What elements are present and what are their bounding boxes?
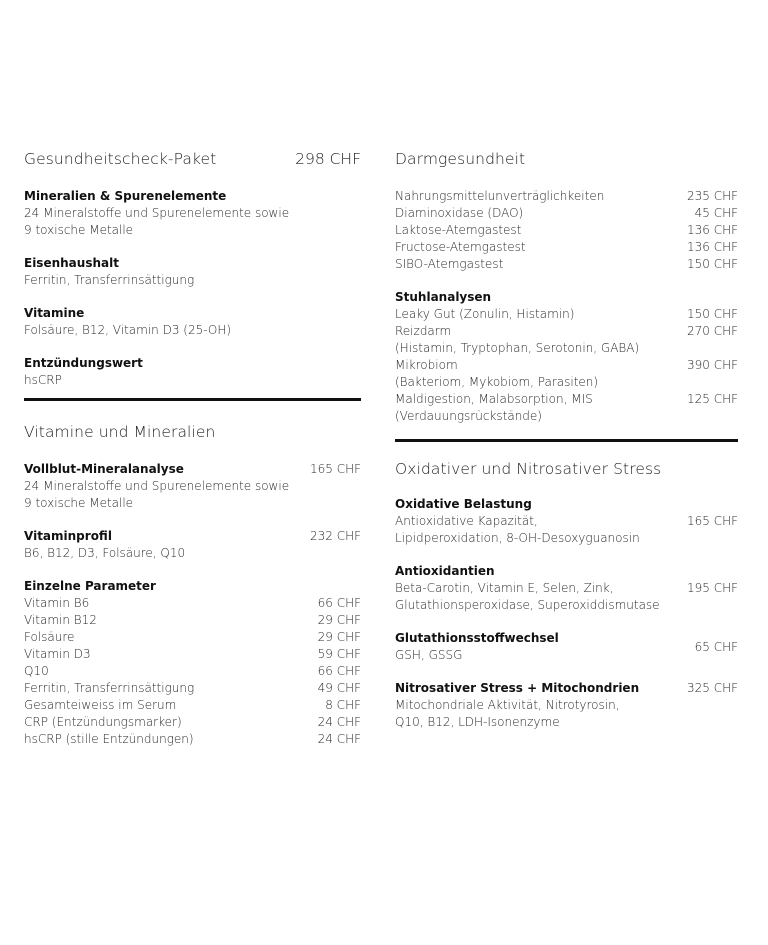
price: 24 CHF	[317, 715, 361, 729]
price: 136 CHF	[686, 223, 738, 237]
price-row	[24, 646, 361, 663]
block-mineralien	[24, 188, 361, 239]
section-title: Darmgesundheit	[395, 150, 526, 168]
block-vollblut	[24, 461, 361, 512]
price: 49 CHF	[317, 681, 361, 695]
block-line: Antioxidative Kapazität,	[395, 514, 538, 528]
price: 29 CHF	[317, 613, 361, 627]
price: 29 CHF	[317, 630, 361, 644]
block-heading: Oxidative Belastung	[395, 497, 532, 511]
item-name: Vitamin B6	[24, 596, 90, 610]
block-heading: Vitaminprofil	[24, 529, 112, 543]
price: 165 CHF	[686, 514, 738, 528]
price-row	[24, 697, 361, 714]
item-name: Nahrungsmittelunverträglichkeiten	[395, 189, 605, 203]
item-name: CRP (Entzündungsmarker)	[24, 715, 182, 729]
item-name: Reizdarm	[395, 324, 452, 338]
item-name: Vitamin B12	[24, 613, 97, 627]
section-title: Vitamine und Mineralien	[24, 423, 216, 441]
block-line: Q10, B12, LDH-Isonenzyme	[395, 715, 560, 729]
stuhl-item	[395, 306, 738, 323]
price: 65 CHF	[694, 639, 738, 654]
block-line: 9 toxische Metalle	[24, 223, 134, 237]
price-row	[24, 612, 361, 629]
block-heading: Einzelne Parameter	[24, 579, 156, 593]
price: 136 CHF	[686, 240, 738, 254]
item-name: Laktose-Atemgastest	[395, 223, 522, 237]
price: 150 CHF	[686, 257, 738, 271]
price: 66 CHF	[317, 596, 361, 610]
block-line: B6, B12, D3, Folsäure, Q10	[24, 546, 186, 560]
block-line: Folsäure, B12, Vitamin D3 (25-OH)	[24, 323, 232, 337]
block-line: 24 Mineralstoffe und Spurenelemente sowie	[24, 479, 290, 493]
price-row	[24, 629, 361, 646]
block-heading: Stuhlanalysen	[395, 290, 492, 304]
oxidativ-item	[395, 630, 738, 664]
section-divider	[395, 439, 738, 442]
item-name: Leaky Gut (Zonulin, Histamin)	[395, 307, 575, 321]
block-line: Mitochondriale Aktivität, Nitrotyrosin,	[395, 698, 620, 712]
block-heading: Nitrosativer Stress + Mitochondrien	[395, 681, 640, 695]
price: 150 CHF	[686, 307, 738, 321]
block-heading: Vitamine	[24, 306, 85, 320]
price: 125 CHF	[686, 392, 738, 406]
price: 59 CHF	[317, 647, 361, 661]
price: 235 CHF	[686, 189, 738, 203]
block-line: GSH, GSSG	[395, 648, 463, 662]
stuhl-item	[395, 391, 738, 425]
price-row	[395, 256, 738, 273]
block-line: Ferritin, Transferrinsättigung	[24, 273, 195, 287]
item-name: hsCRP (stille Entzündungen)	[24, 732, 194, 746]
block-einzelne-parameter	[24, 578, 361, 748]
block-line: Beta-Carotin, Vitamin E, Selen, Zink,	[395, 581, 614, 595]
block-darm-tests	[395, 188, 738, 273]
block-stuhlanalysen	[395, 289, 738, 425]
block-line: 24 Mineralstoffe und Spurenelemente sowie	[24, 206, 290, 220]
item-detail: (Bakteriom, Mykobiom, Parasiten)	[395, 375, 599, 389]
price-row	[395, 188, 738, 205]
left-column	[24, 150, 361, 748]
section-title: Gesundheitscheck-Paket	[24, 150, 217, 168]
price: 45 CHF	[694, 206, 738, 220]
item-name: Maldigestion, Malabsorption, MIS	[395, 392, 593, 406]
right-column	[395, 150, 738, 731]
block-heading: Mineralien & Spurenelemente	[24, 189, 227, 203]
oxidativ-header	[395, 460, 738, 478]
item-name: Fructose-Atemgastest	[395, 240, 526, 254]
price: 66 CHF	[317, 664, 361, 678]
block-line: 9 toxische Metalle	[24, 496, 134, 510]
oxidativ-item	[395, 680, 738, 731]
price-row	[395, 239, 738, 256]
section-divider	[24, 398, 361, 401]
price: 195 CHF	[686, 581, 738, 595]
price: 8 CHF	[325, 698, 361, 712]
price-row	[24, 680, 361, 697]
price: 165 CHF	[309, 462, 361, 476]
darm-header	[395, 150, 738, 168]
block-line: Lipidperoxidation, 8-OH-Desoxyguanosin	[395, 531, 640, 545]
block-heading: Eisenhaushalt	[24, 256, 119, 270]
block-line: Glutathionsperoxidase, Superoxiddismutase	[395, 598, 660, 612]
block-entzuendung	[24, 355, 361, 389]
block-vitamine	[24, 305, 361, 339]
oxidativ-item	[395, 496, 738, 547]
block-heading: Vollblut-Mineralanalyse	[24, 462, 184, 476]
section-title: Oxidativer und Nitrosativer Stress	[395, 460, 662, 478]
item-name: Folsäure	[24, 630, 75, 644]
price: 24 CHF	[317, 732, 361, 746]
stuhl-item	[395, 323, 738, 357]
price: 390 CHF	[686, 358, 738, 372]
price-row	[24, 731, 361, 748]
price: 232 CHF	[309, 529, 361, 543]
block-vitaminprofil	[24, 528, 361, 562]
vitamine-header	[24, 423, 361, 441]
item-detail: (Verdauungsrückstände)	[395, 409, 542, 423]
oxidativ-item	[395, 563, 738, 614]
price-row	[24, 663, 361, 680]
item-name: Vitamin D3	[24, 647, 91, 661]
price: 270 CHF	[686, 324, 738, 338]
item-name: Ferritin, Transferrinsättigung	[24, 681, 195, 695]
price-row	[24, 714, 361, 731]
price-row	[395, 222, 738, 239]
item-name: Gesamteiweiss im Serum	[24, 698, 177, 712]
block-heading: Antioxidantien	[395, 564, 495, 578]
item-name: Mikrobiom	[395, 358, 458, 372]
price: 325 CHF	[686, 681, 738, 695]
item-name: Q10	[24, 664, 49, 678]
stuhl-item	[395, 357, 738, 391]
block-heading: Glutathionsstoffwechsel	[395, 631, 559, 645]
item-name: Diaminoxidase (DAO)	[395, 206, 524, 220]
price-row	[24, 595, 361, 612]
block-eisenhaushalt	[24, 255, 361, 289]
item-name: SIBO-Atemgastest	[395, 257, 504, 271]
block-heading: Entzündungswert	[24, 356, 143, 370]
section-price: 298 CHF	[295, 150, 361, 168]
block-line: hsCRP	[24, 373, 62, 387]
price-row	[395, 205, 738, 222]
item-detail: (Histamin, Tryptophan, Serotonin, GABA)	[395, 341, 640, 355]
gesundheitscheck-header	[24, 150, 361, 168]
